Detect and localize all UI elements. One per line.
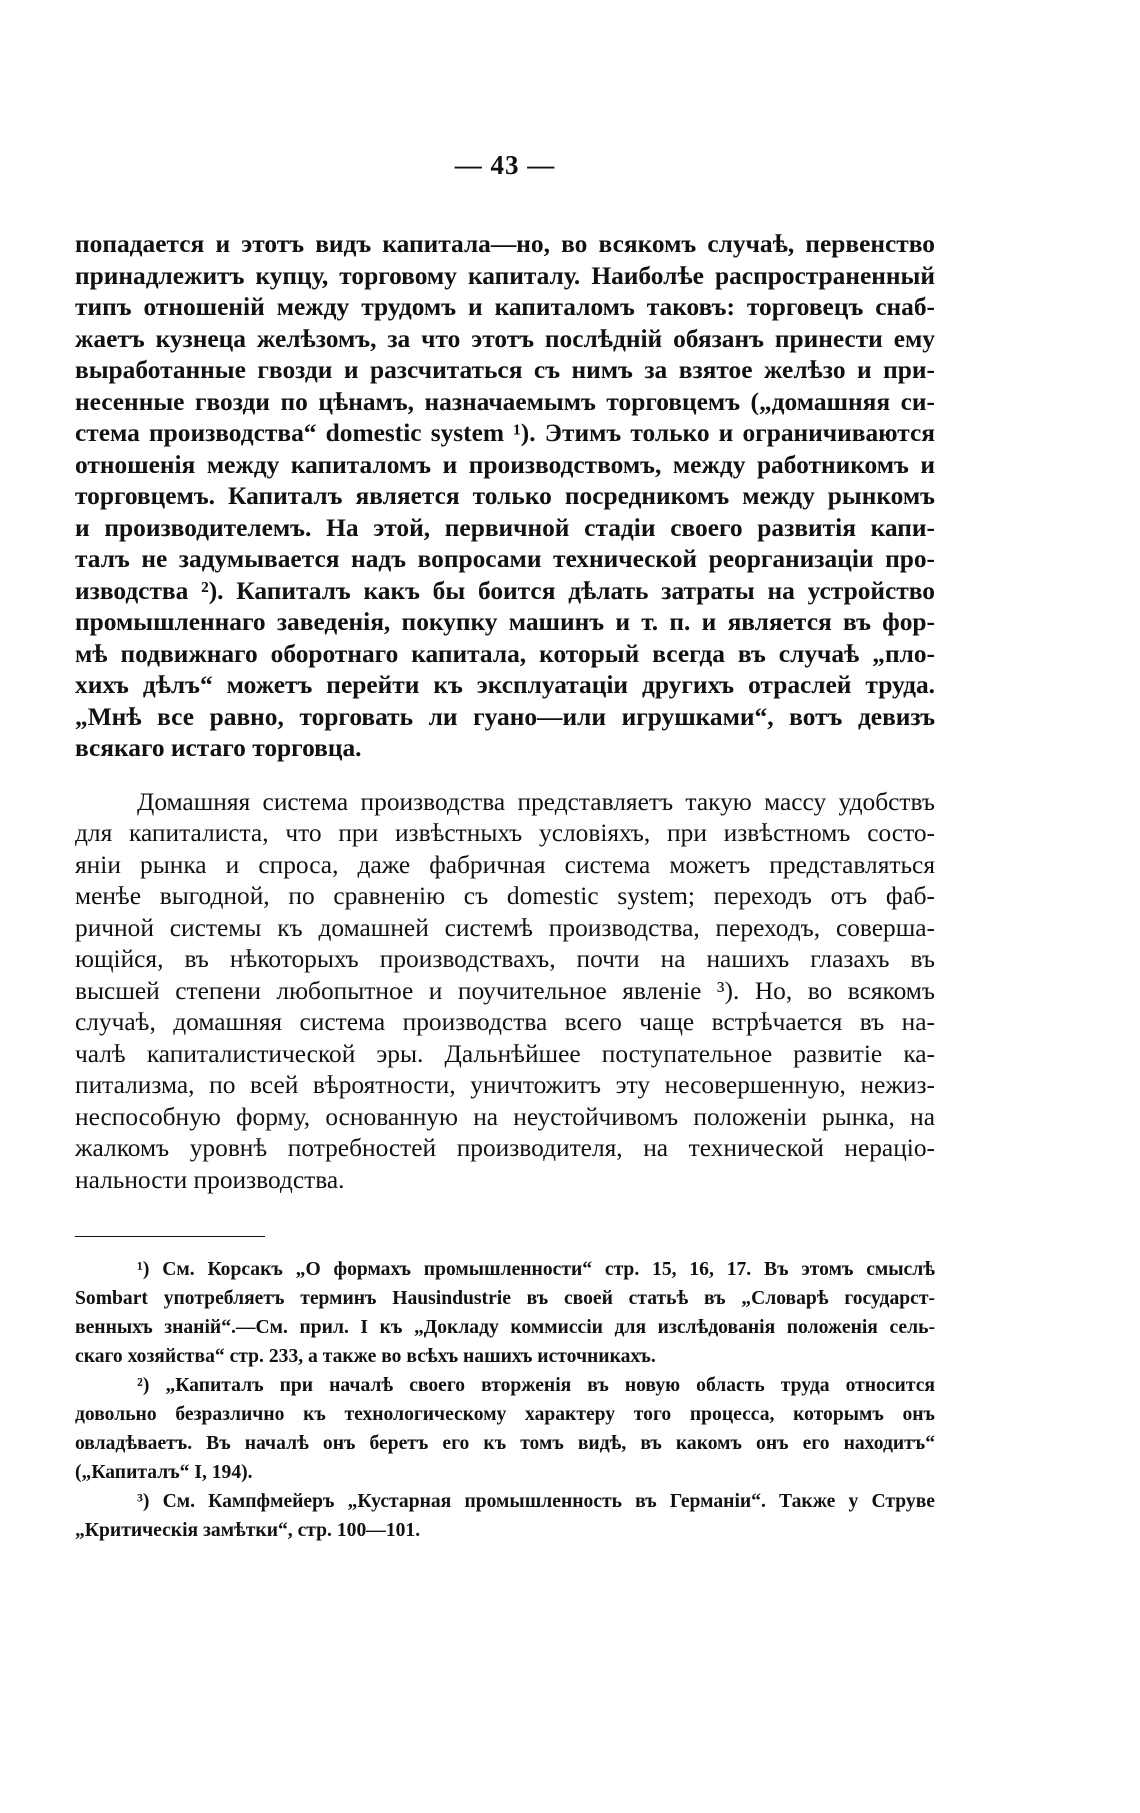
paragraph-2-line: питализма, по всей вѣроятности, уничтожитъ эту несовершенную, нежиз- xyxy=(75,1071,935,1099)
footnote-line: Sombart употребляетъ терминъ Hausindustrie въ своей статьѣ въ „Словарѣ государст- xyxy=(75,1288,935,1309)
paragraph-2-line: для капиталиста, что при извѣстныхъ условіяхъ, при извѣстномъ состо- xyxy=(75,819,935,847)
document-page xyxy=(75,150,935,1545)
footnote-line: венныхъ знаній“.—См. прил. I къ „Докладу коммиссіи для изслѣдованія положенія сель- xyxy=(75,1317,935,1338)
footnote-line: „Критическія замѣтки“, стр. 100—101. xyxy=(75,1520,421,1541)
paragraph-2-line: чалѣ капиталистической эры. Дальнѣйшее поступательное развитіе ка- xyxy=(75,1039,935,1068)
paragraph-1-line: и производителемъ. На этой, первичной стадіи своего развитія капи- xyxy=(75,513,935,542)
paragraph-1-line: типъ отношеній между трудомъ и капиталомъ таковъ: торговецъ снаб- xyxy=(75,293,935,321)
paragraph-2-line: Домашняя система производства представляетъ такую массу удобствъ xyxy=(137,787,935,816)
footnote-line: довольно безразлично къ технологическому характеру того процесса, которымъ онъ xyxy=(75,1404,935,1425)
paragraph-2-line: случаѣ, домашняя система производства всего чаще встрѣчается въ на- xyxy=(75,1008,935,1036)
footnote-divider xyxy=(75,1236,265,1237)
footnote-line: („Капиталъ“ I, 194). xyxy=(75,1462,253,1483)
paragraph-2-line: жалкомъ уровнѣ потребностей производителя, на технической нераціо- xyxy=(75,1134,935,1162)
footnote-3 xyxy=(75,1487,935,1545)
paragraph-2-line: высшей степени любопытное и поучительное явленіе ³). Но, во всякомъ xyxy=(75,976,935,1005)
paragraph-1-line: стема производства“ domestic system ¹). Этимъ только и ограничиваются xyxy=(75,419,935,447)
page-number: — 43 — xyxy=(454,150,556,180)
footnote-2 xyxy=(75,1371,935,1487)
paragraph-1-line: жаетъ кузнеца желѣзомъ, за что этотъ послѣдній обязанъ принести ему xyxy=(75,324,935,353)
paragraph-2-line: менѣе выгодной, по сравненію съ domestic system; переходъ отъ фаб- xyxy=(75,882,935,910)
paragraph-1-line: хихъ дѣлъ“ можетъ перейти къ эксплуатаціи другихъ отраслей труда. xyxy=(75,671,935,699)
paragraph-2-line: ричной системы къ домашней системѣ производства, переходъ, соверша- xyxy=(75,913,935,942)
paragraph-2-line: неспособную форму, основанную на неустойчивомъ положеніи рынка, на xyxy=(75,1102,935,1131)
footnote-line: ³) См. Кампфмейеръ „Кустарная промышленность въ Германіи“. Также у Струве xyxy=(137,1491,935,1512)
paragraph-1-line: торговцемъ. Капиталъ является только посредникомъ между рынкомъ xyxy=(75,482,935,510)
paragraph-1-line: отношенія между капиталомъ и производствомъ, между работникомъ и xyxy=(75,450,935,479)
paragraph-2 xyxy=(75,787,935,1197)
paragraph-1 xyxy=(75,229,935,765)
paragraph-1-line: „Мнѣ все равно, торговать ли гуано—или игрушками“, вотъ девизъ xyxy=(75,702,935,731)
paragraph-2-line: ющійся, въ нѣкоторыхъ производствахъ, почти на нашихъ глазахъ въ xyxy=(75,945,935,973)
footnote-line: ¹) См. Корсакъ „О формахъ промышленности“ стр. 15, 16, 17. Въ этомъ смыслѣ xyxy=(137,1259,935,1280)
paragraph-1-line: талъ не задумывается надъ вопросами технической реорганизаціи про- xyxy=(75,545,935,573)
paragraph-1-line: несенные гвозди по цѣнамъ, назначаемымъ торговцемъ („домашняя си- xyxy=(75,387,935,416)
paragraph-1-line: промышленнаго заведенія, покупку машинъ и т. п. и является въ фор- xyxy=(75,608,935,636)
paragraph-2-line: нальности производства. xyxy=(75,1165,345,1194)
footnote-line: овладѣваетъ. Въ началѣ онъ беретъ его къ томъ видѣ, въ какомъ онъ его находитъ“ xyxy=(75,1433,935,1454)
paragraph-1-line: мѣ подвижнаго оборотнаго капитала, который всегда въ случаѣ „пло- xyxy=(75,639,935,668)
footnote-1 xyxy=(75,1255,935,1371)
paragraph-1-line: всякаго истаго торговца. xyxy=(75,734,362,762)
footnotes xyxy=(75,1255,935,1545)
paragraph-1-line: попадается и этотъ видъ капитала—но, во всякомъ случаѣ, первенство xyxy=(75,230,935,258)
paragraph-1-line: принадлежитъ купцу, торговому капиталу. Наиболѣе распространенный xyxy=(75,261,935,290)
footnote-line: ²) „Капиталъ при началѣ своего вторженія въ новую область труда относится xyxy=(137,1375,935,1396)
footnote-line: скаго хозяйства“ стр. 233, а также во всѣхъ нашихъ источникахъ. xyxy=(75,1346,656,1367)
paragraph-1-line: изводства ²). Капиталъ какъ бы боится дѣлать затраты на устройство xyxy=(75,576,935,605)
paragraph-1-line: выработанные гвозди и разсчитаться съ нимъ за взятое желѣзо и при- xyxy=(75,356,935,384)
paragraph-2-line: яніи рынка и спроса, даже фабричная система можетъ представляться xyxy=(75,850,935,879)
